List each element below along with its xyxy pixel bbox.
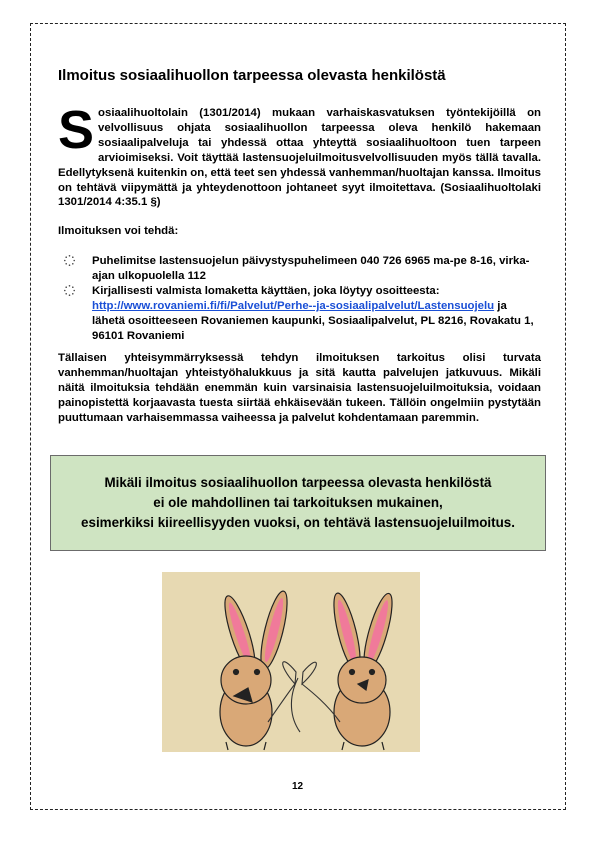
phone-contact-text: Puhelimitse lastensuojelun päivystyspuhelimeen 040 726 6965 ma-pe 8-16, virka-ajan ulkopuolella 112 <box>92 255 530 282</box>
notice-line-3: esimerkiksi kiireellisyyden vuoksi, on tehtävä lastensuojeluilmoitus. <box>81 515 515 530</box>
lastensuojelu-link[interactable]: http://www.rovaniemi.fi/fi/Palvelut/Perhe--ja-sosiaalipalvelut/Lastensuojelu <box>92 299 495 312</box>
written-contact-address: ja lähetä osoitteeseen Rovaniemen kaupunki, Sosiaalipalvelut, PL 8216, Rovakatu 1, 96101 Rovaniemi <box>92 299 534 342</box>
notice-text <box>51 473 545 533</box>
list-lead: Ilmoituksen voi tehdä: <box>58 225 179 237</box>
drop-cap: S <box>58 100 95 160</box>
intro-paragraph <box>58 100 541 210</box>
page-number: 12 <box>291 781 304 792</box>
page-title: Ilmoitus sosiaalihuollon tarpeessa olevasta henkilöstä <box>58 67 446 84</box>
closing-paragraph: Tällaisen yhteisymmärryksessä tehdyn ilmoituksen tarkoitus olisi turvata vanhemman/huoltajan yhteistyöhalukkuus ja sitä kautta palvelujen jatkuvuus. Mikäli näitä ilmoituksia tehdään enemmän kuin varsinaisia lastensuojeluilmoituksia, voidaan painopistettä korjaavasta tuesta siirtää ehkäisevään tukeen. Tällöin ongelmiin pystytään puuttumaan varhaisemmassa vaiheessa ja palvelut kohdentamaan paremmin. <box>58 352 541 424</box>
dotted-circle-bullet-icon <box>64 285 75 296</box>
list-item <box>64 254 541 284</box>
intro-text: osiaalihuoltolain (1301/2014) mukaan varhaiskasvatuksen työntekijöillä on velvollisuus ohjata sosiaalihuollon tarpeessa oleva henkilö hakemaan sosiaalipalveluja tai yhdessä ottaa yhteyttä sosiaalihuoltoon tuen tarpeen arvioimiseksi. Voit täyttää lastensuojeluilmoitusvelvollisuuden myös tällä tavalla. Edellytyksenä kuitenkin on, että teet sen yhdessä vanhemman/huoltajan kanssa. Ilmoitus on tehtävä viipymättä ja yhteydenottoon johtaneet syyt ilmoitettava. (Sosiaalihuoltolaki 1301/2014 4:35.1 §) <box>58 107 541 209</box>
notice-line-2: ei ole mahdollinen tai tarkoituksen mukainen, <box>153 495 443 510</box>
notice-box <box>50 455 546 551</box>
list-item <box>64 284 541 344</box>
written-contact-text: Kirjallisesti valmista lomaketta käyttäen, joka löytyy osoitteesta: <box>92 284 440 297</box>
notice-line-1: Mikäli ilmoitus sosiaalihuollon tarpeessa olevasta henkilöstä <box>104 475 492 490</box>
contact-methods-list <box>64 254 541 343</box>
two-bunnies-drawing-icon <box>162 572 420 752</box>
dotted-circle-bullet-icon <box>64 255 75 266</box>
